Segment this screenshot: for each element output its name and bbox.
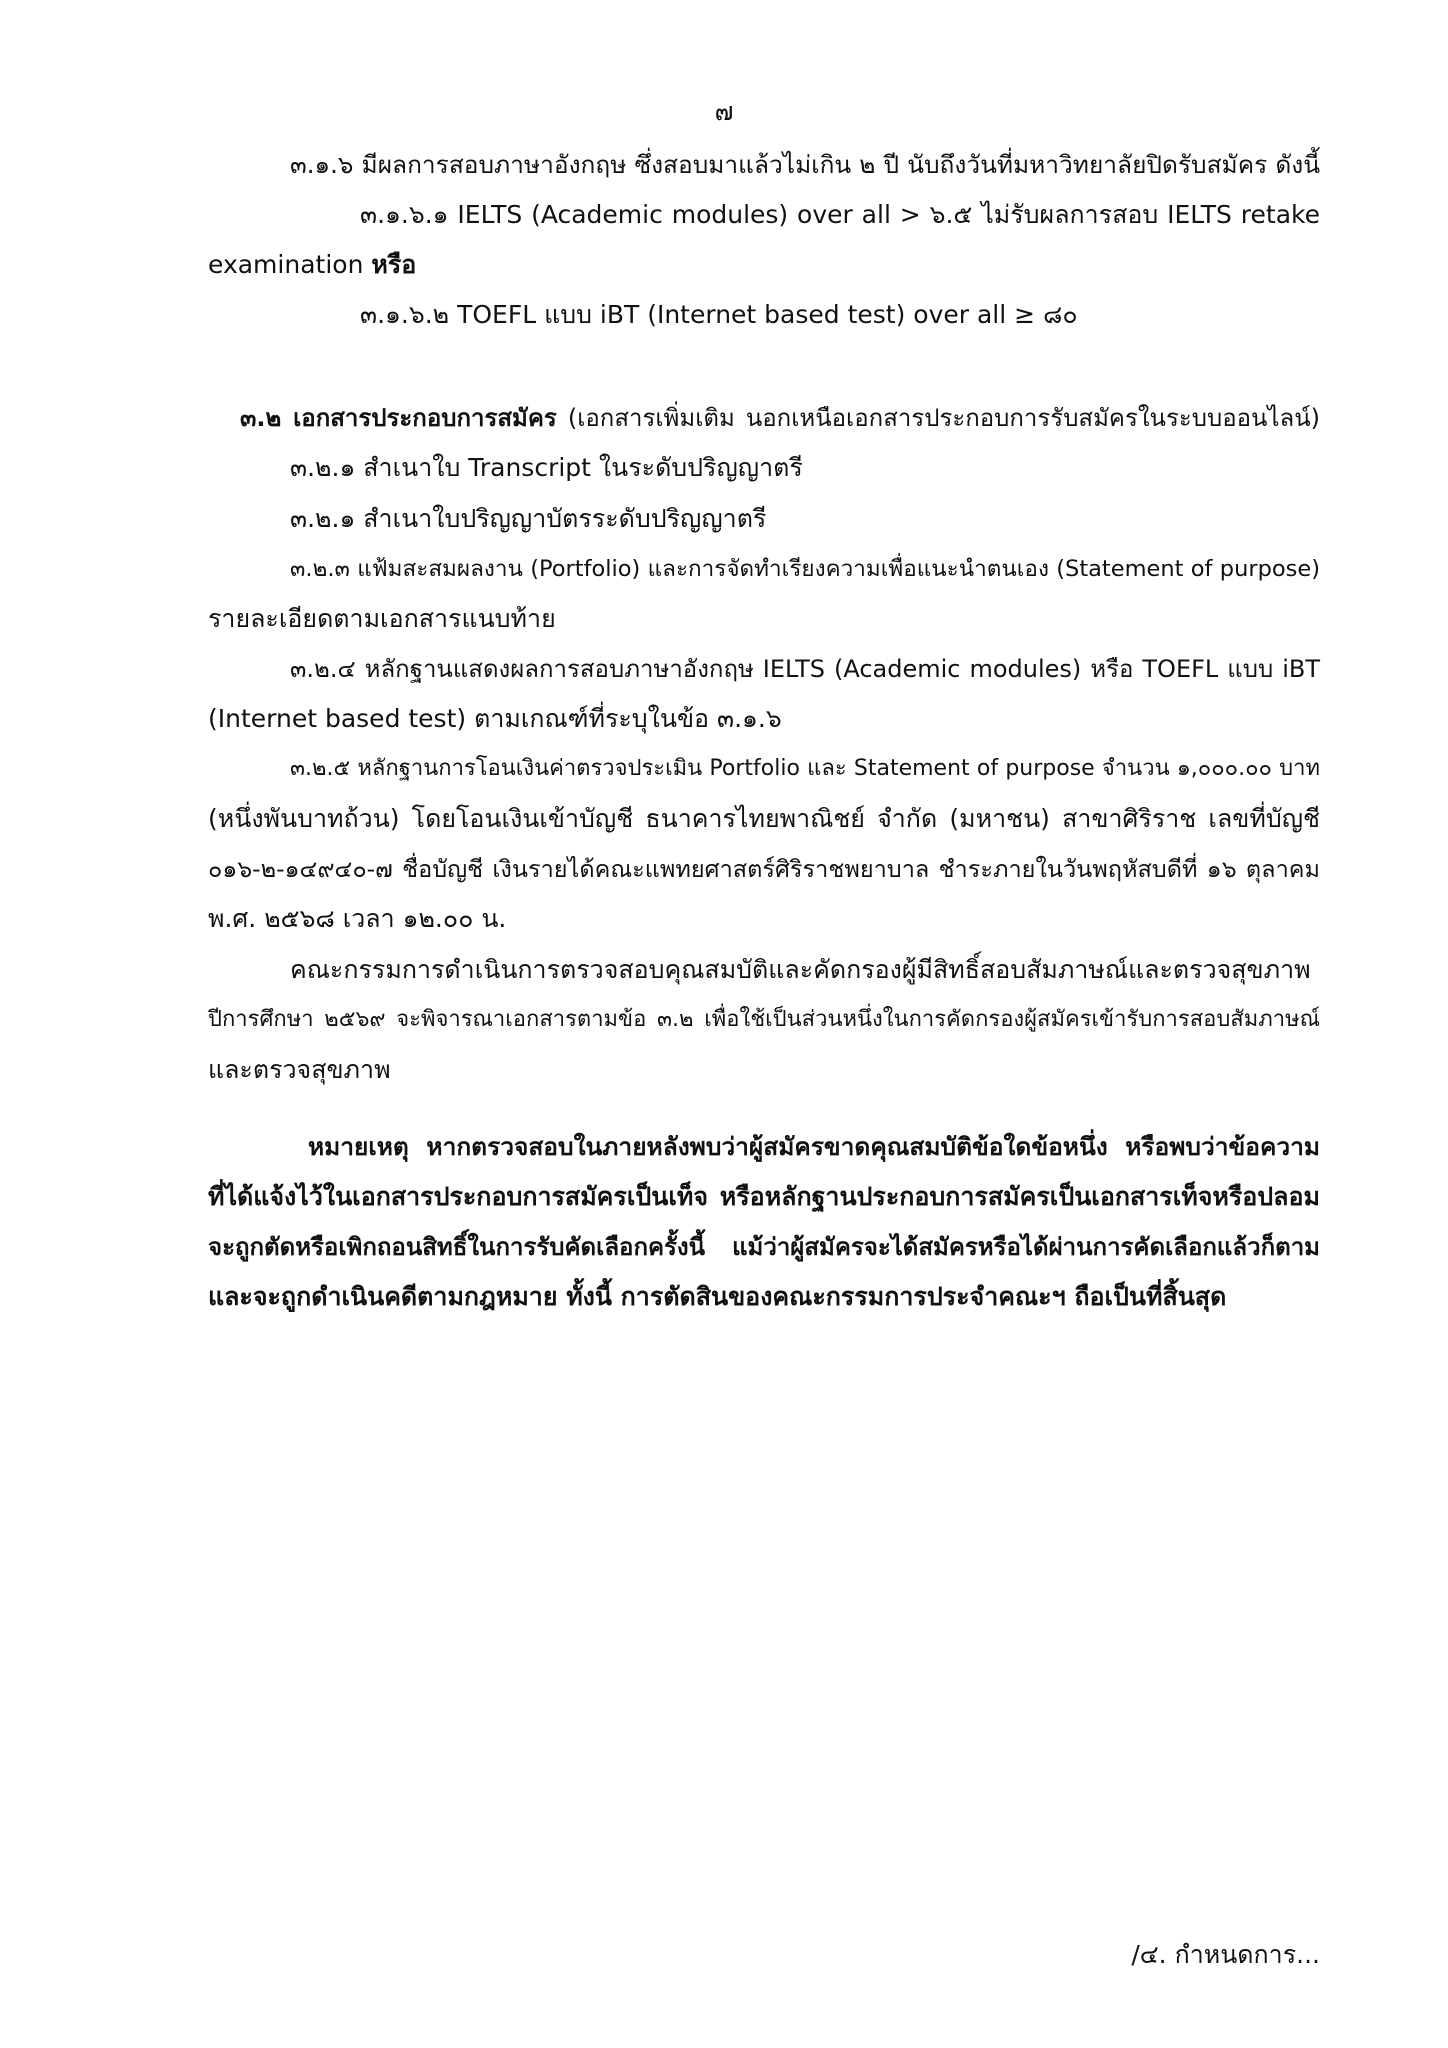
section-3-2-title: ๓.๒ เอกสารประกอบการสมัคร xyxy=(240,404,557,432)
section-3-1-6-heading: ๓.๑.๖ มีผลการสอบภาษาอังกฤษ ซึ่งสอบมาแล้วไม่เกิน ๒ ปี นับถึงวันที่มหาวิทยาลัยปิดรับสมัคร ดังนี้ xyxy=(290,150,1320,179)
remark-line4: และจะถูกดำเนินคดีตามกฎหมาย ทั้งนี้ การตัดสินของคณะกรรมการประจำคณะฯ ถือเป็นที่สิ้นสุด xyxy=(208,1282,1227,1311)
doc-item-payment-line3: ๐๑๖-๒-๑๔๙๔๐-๗ ชื่อบัญชี เงินรายได้คณะแพทยศาสตร์ศิริราชพยาบาล ชำระภายในวันพฤหัสบดีที่ ๑๖ ตุลาคม xyxy=(208,855,1320,883)
page-continuation: /๔. กำหนดการ... xyxy=(1131,1940,1320,1969)
ielts-item-line1: ๓.๑.๖.๑ IELTS (Academic modules) over all > ๖.๕ ไม่รับผลการสอบ IELTS retake xyxy=(360,200,1320,229)
doc-item-degree: ๓.๒.๑ สำเนาใบปริญญาบัตรระดับปริญญาตรี xyxy=(290,504,767,533)
toefl-operator: ≥ xyxy=(1014,300,1036,329)
doc-item-english-line1: ๓.๒.๔ หลักฐานแสดงผลการสอบภาษาอังกฤษ IELTS (Academic modules) หรือ TOEFL แบบ iBT xyxy=(290,655,1320,683)
toefl-score: ๘๐ xyxy=(1043,300,1078,329)
remark-line2: ที่ได้แจ้งไว้ในเอกสารประกอบการสมัครเป็นเท็จ หรือหลักฐานประกอบการสมัครเป็นเอกสารเท็จหรือปลอม xyxy=(208,1182,1320,1211)
remark-line1: หมายเหตุ หากตรวจสอบในภายหลังพบว่าผู้สมัครขาดคุณสมบัติข้อใดข้อหนึ่ง หรือพบว่าข้อความ xyxy=(308,1132,1320,1161)
doc-item-english-line2: (Internet based test) ตามเกณฑ์ที่ระบุในข้อ ๓.๑.๖ xyxy=(208,704,782,733)
or-keyword: หรือ xyxy=(371,250,417,279)
ielts-item-line2 xyxy=(208,240,416,290)
doc-item-payment-line1: ๓.๒.๕ หลักฐานการโอนเงินค่าตรวจประเมิน Portfolio และ Statement of purpose จำนวน ๑,๐๐๐.๐๐ บาท xyxy=(290,756,1320,781)
ielts-item-text: examination xyxy=(208,250,364,279)
doc-item-portfolio-line2: รายละเอียดตามเอกสารแนบท้าย xyxy=(208,604,556,633)
toefl-item xyxy=(360,290,1078,340)
doc-item-portfolio-line1: ๓.๒.๓ แฟ้มสะสมผลงาน (Portfolio) และการจัดทำเรียงความเพื่อแนะนำตนเอง (Statement of purpose) xyxy=(290,556,1320,582)
doc-item-payment-line4: พ.ศ. ๒๕๖๘ เวลา ๑๒.๐๐ น. xyxy=(208,904,507,933)
doc-item-payment-line2: (หนึ่งพันบาทถ้วน) โดยโอนเงินเข้าบัญชี ธนาคารไทยพาณิชย์ จำกัด (มหาชน) สาขาศิริราช เลขที่บัญชี xyxy=(208,804,1320,833)
committee-line1: คณะกรรมการดำเนินการตรวจสอบคุณสมบัติและคัดกรองผู้มีสิทธิ์สอบสัมภาษณ์และตรวจสุขภาพ xyxy=(290,955,1311,984)
section-3-2-note: (เอกสารเพิ่มเติม นอกเหนือเอกสารประกอบการรับสมัครในระบบออนไลน์) xyxy=(567,404,1320,432)
toefl-item-text: ๓.๑.๖.๒ TOEFL แบบ iBT (Internet based test) over all xyxy=(360,300,1007,329)
remark-line3: จะถูกตัดหรือเพิกถอนสิทธิ์ในการรับคัดเลือกครั้งนี้ แม้ว่าผู้สมัครจะได้สมัครหรือได้ผ่านการคัดเลือกแล้วก็ตาม xyxy=(208,1233,1320,1261)
page-number: ๗ xyxy=(714,97,734,126)
committee-line3: และตรวจสุขภาพ xyxy=(208,1055,391,1084)
doc-item-transcript: ๓.๒.๑ สำเนาใบ Transcript ในระดับปริญญาตรี xyxy=(290,453,803,482)
section-3-2-heading xyxy=(240,393,1320,443)
committee-line2: ปีการศึกษา ๒๕๖๙ จะพิจารณาเอกสารตามข้อ ๓.๒ เพื่อใช้เป็นส่วนหนึ่งในการคัดกรองผู้สมัครเข้ารับการสอบสัมภาษณ์ xyxy=(208,1007,1320,1032)
